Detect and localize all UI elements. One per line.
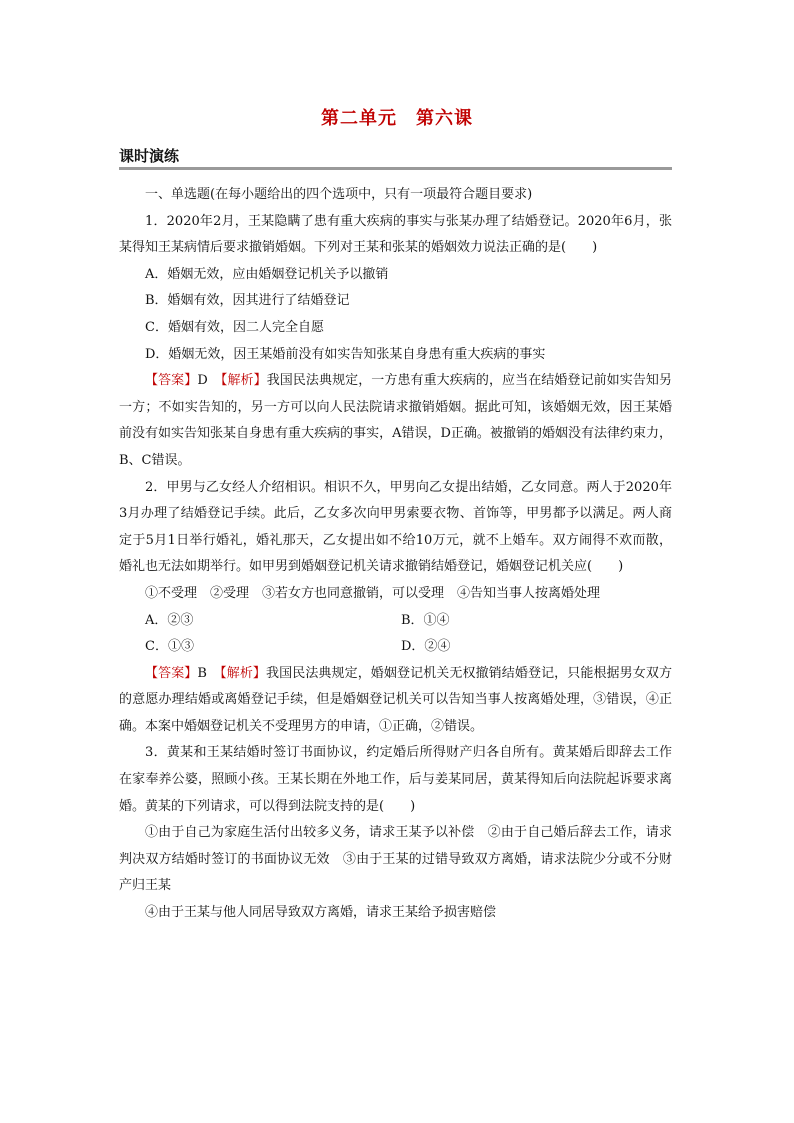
question-1-option-b: B．婚姻有效，因其进行了结婚登记 [145,293,350,309]
question-2-answer [119,661,672,741]
question-1-answer [119,368,672,474]
instructions: 一、单选题(在每小题给出的四个选项中，只有一项最符合题目要求) [145,187,533,202]
analysis-label: 【解析】 [220,665,267,681]
answer-value: B [197,665,221,681]
question-1-option-c: C．婚姻有效，因二人完全自愿 [145,319,324,335]
section-divider [119,167,672,170]
question-2-options-row-2 [119,634,672,661]
answer-value: D [197,373,221,389]
question-2-items: ①不受理 ②受理 ③若女方也同意撤销，可以受理 ④告知当事人按离婚处理 [145,585,601,601]
question-3-items-1-3: ①由于自己为家庭生活付出较多义务，请求王某予以补偿 ②由于自己婚后辞去工作，请求判决双方结婚时签订的书面协议无效 ③由于王某的过错导致双方离婚，请求法院少分或不分财产归王某 [119,825,672,894]
question-2-option-c: C．①③ [145,639,194,655]
question-2-stem: 2．甲男与乙女经人介绍相识。相识不久，甲男向乙女提出结婚，乙女同意。两人于2020年3月办理了结婚登记手续。此后，乙女多次向甲男索要衣物、首饰等，甲男都予以满足。两人商定于5月1日举行婚礼，婚礼那天，乙女提出如不给10万元，就不上婚车。双方闹得不欢而散，婚礼也无法如期举行。如甲男到婚姻登记机关请求撤销结婚登记，婚姻登记机关应( ) [119,479,672,575]
question-1-option-d: D．婚姻无效，因王某婚前没有如实告知张某自身患有重大疾病的事实 [145,346,546,362]
question-1-option-a: A．婚姻无效，应由婚姻登记机关予以撤销 [145,266,389,282]
question-2-options-row-1 [119,608,672,635]
analysis-text: 我国民法典规定，一方患有重大疾病的，应当在结婚登记前如实告知另一方；不如实告知的，另一方可以向人民法院请求撤销婚姻。据此可知，该婚姻无效，因王某婚前没有如实告知张某自身患有重大疾病的事实，A错误，D正确。被撤销的婚姻没有法律约束力，B、C错误。 [119,373,672,468]
analysis-label: 【解析】 [220,373,267,389]
answer-label: 【答案】 [145,665,198,681]
analysis-text: 我国民法典规定，婚姻登记机关无权撤销结婚登记，只能根据男女双方的意愿办理结婚或离婚登记手续，但是婚姻登记机关可以告知当事人按离婚处理，③错误，④正确。本案中婚姻登记机关不受理男方的申请，①正确，②错误。 [119,665,672,734]
question-2-option-d: D．②④ [401,639,451,655]
answer-label: 【答案】 [145,373,198,389]
question-2-option-b: B．①④ [401,612,450,628]
question-3-stem: 3．黄某和王某结婚时签订书面协议，约定婚后所得财产归各自所有。黄某婚后即辞去工作在家奉养公婆，照顾小孩。王某长期在外地工作，后与姜某同居，黄某得知后向法院起诉要求离婚。黄某的下列请求，可以得到法院支持的是( ) [119,745,672,814]
question-content [119,182,672,927]
question-3-item-4: ④由于王某与他人同居导致双方离婚，请求王某给予损害赔偿 [145,905,497,921]
question-2-option-a: A．②③ [145,612,194,628]
section-heading: 课时演练 [119,147,180,165]
question-1-stem: 1．2020年2月，王某隐瞒了患有重大疾病的事实与张某办理了结婚登记。2020年6月，张某得知王某病情后要求撤销婚姻。下列对王某和张某的婚姻效力说法正确的是( ) [119,213,672,256]
lesson-title: 第二单元 第六课 [321,108,473,129]
